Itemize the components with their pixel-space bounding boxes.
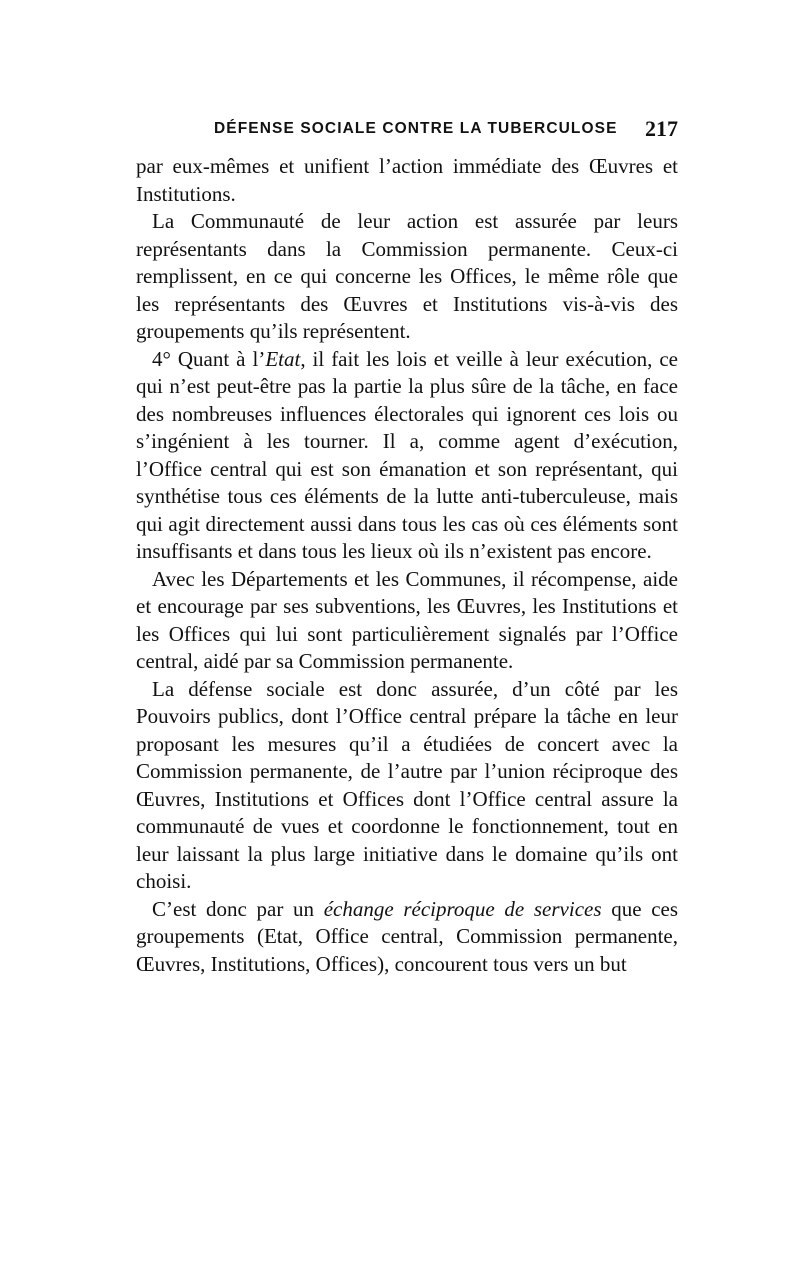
paragraph-echange [136,896,678,979]
echange-intro: C’est donc par un [152,896,324,921]
body-text [136,153,678,978]
etat-intro: 4° Quant à l’ [152,346,266,371]
paragraph-communaute: La Communauté de leur action est assurée par leurs représentants dans la Commission permanente. Ceux-ci remplissent, en ce qui concerne les Offices, le même rôle que les représentants des Œuvres et Institutions vis-à-vis des groupements qu’ils représentent. [136,209,678,343]
echange-emphasis: échange réciproque de services [323,896,602,921]
page-number: 217 [645,116,678,141]
etat-emphasis: Etat [265,346,301,371]
paragraph-etat [136,346,678,566]
running-title: DÉFENSE SOCIALE CONTRE LA TUBERCULOSE [214,120,618,137]
etat-body: , il fait les lois et veille à leur exécution, ce qui n’est peut-être pas la partie la plus sûre de la tâche, en face des nombreuses influences électorales qui ignorent ces lois ou s’ingénient à les tourner. Il a, comme agent d’exécution, l’Office central qui est son émanation et son représentant, qui synthétise tous ces éléments de la lutte anti-tuberculeuse, mais qui agit directement aussi dans tous les cas où ces éléments sont insuffisants et dans tous les lieux où ils n’existent pas encore. [136,346,678,563]
running-head [136,116,678,146]
echange-body: que ces groupements (Etat, Office central, Commission permanente, Œuvres, Institutions, Offices), concourent tous vers un but [136,896,679,976]
paragraph-continuation: par eux-mêmes et unifient l’action immédiate des Œuvres et Institutions. [136,154,678,206]
paragraph-defense-sociale: La défense sociale est donc assurée, d’un côté par les Pouvoirs publics, dont l’Office central prépare la tâche en leur proposant les mesures qu’il a étudiées de concert avec la Commission permanente, de l’autre par l’union réciproque des Œuvres, Institutions et Offices dont l’Office central assure la communauté de vues et coordonne le fonctionnement, tout en leur laissant la plus large initiative dans le domaine qu’ils ont choisi. [136,676,678,893]
paragraph-departements: Avec les Départements et les Communes, il récompense, aide et encourage par ses subventions, les Œuvres, les Institutions et les Offices qui lui sont particulièrement signalés par l’Office central, aidé par sa Commission permanente. [136,566,678,673]
